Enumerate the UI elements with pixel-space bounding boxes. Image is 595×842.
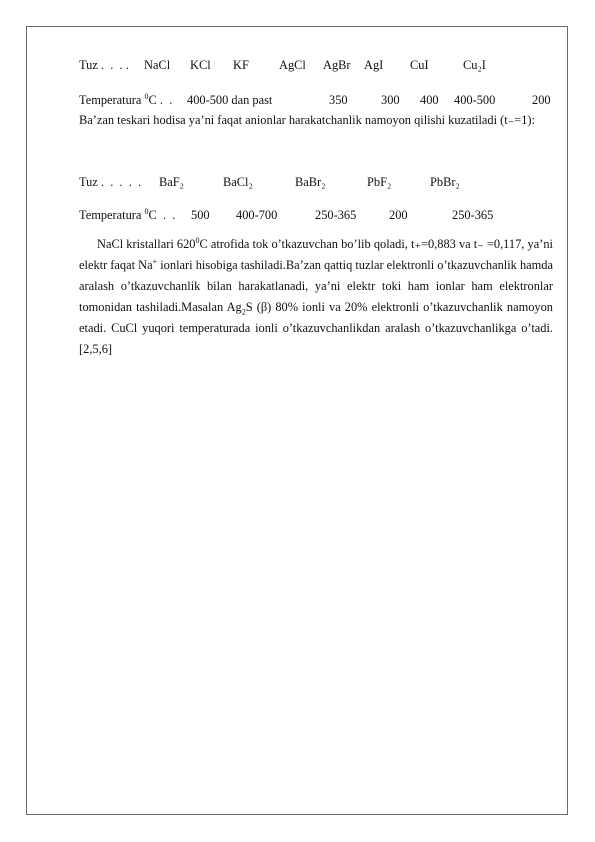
- temp-last: 200: [532, 93, 551, 107]
- temp-bacl2: 400-700: [236, 208, 278, 222]
- salt-babr2: BaBr₂: [295, 175, 326, 189]
- para2-part3: ionlari hisobiga tashiladi.Ba’zan qattiq tuzlar elektronli o’tkazuvchanlik hamda aralash o’tkazuvchanlik bilan harakatlanadi, ya’ni elektr toki ham ionlar ham elektronlar tomonidan tashiladi.Masalan Ag: [79, 258, 553, 314]
- para2-plus: +: [152, 256, 158, 266]
- temp-cu2i: 400-500: [454, 93, 496, 107]
- temperature2-label: Temperatura: [79, 208, 145, 222]
- salt-agbr: AgBr: [323, 58, 351, 72]
- temp-pbf2: 200: [389, 208, 408, 222]
- row-temperature-label: Temperatura $^0$C . .: [79, 91, 173, 107]
- salt2-label: Tuz: [79, 175, 98, 189]
- paragraph-nacl-conductivity: [79, 234, 553, 360]
- salt-kf: KF: [233, 58, 249, 72]
- temp-pbbr2: 250-365: [452, 208, 494, 222]
- salt-agcl: AgCl: [279, 58, 306, 72]
- salt-cu2i: Cu₂I: [463, 58, 486, 72]
- temp-baf2: 500: [191, 208, 210, 222]
- paragraph-anion-mobility: Ba’zan teskari hodisa ya’ni faqat anionlar harakatchanlik namoyon qilishi kuzatiladi (t₋=1):: [79, 113, 535, 127]
- para2-degree: 0: [195, 235, 200, 245]
- celsius-unit: C: [148, 93, 157, 107]
- row-salt2-label: Tuz . . . . .: [79, 175, 142, 189]
- temp-babr2: 250-365: [315, 208, 357, 222]
- temp-agbr: 350: [329, 93, 348, 107]
- row-temperature2-label: Temperatura $^0$C . .: [79, 206, 176, 222]
- salt-cui: CuI: [410, 58, 429, 72]
- salt-agi: AgI: [364, 58, 384, 72]
- temperature-label: Temperatura: [79, 93, 145, 107]
- para2-sub2: 2: [241, 307, 246, 317]
- salt-pbf2: PbF₂: [367, 175, 392, 189]
- salt-pbbr2: PbBr₂: [430, 175, 460, 189]
- para2-part2: C atrofida tok o’tkazuvchan bo’lib qoladi, t₊=0,883 va t₋ =0,117, ya’ni elektr faqat Na: [79, 237, 553, 272]
- para2-part1: NaCl kristallari 620: [97, 237, 196, 251]
- degree2-sign: 0: [144, 206, 149, 216]
- row-salt-label: Tuz . . . .: [79, 58, 129, 72]
- degree-sign: 0: [144, 91, 149, 101]
- celsius2-unit: C: [148, 208, 157, 222]
- temp-nacl: 400-500 dan past: [187, 93, 273, 107]
- salt-nacl: NaCl: [144, 58, 171, 72]
- page-border: [26, 26, 568, 815]
- temp-agi: 300: [381, 93, 400, 107]
- para2-part4: S (β) 80% ionli va 20% elektronli o’tkazuvchanlik namoyon etadi. CuCl yuqori temperaturada ionli o’tkazuvchanlikdan aralash o’tkazuvchanlikga o’tadi.[2,5,6]: [79, 300, 553, 356]
- salt-label: Tuz: [79, 58, 98, 72]
- salt-bacl2: BaCl₂: [223, 175, 253, 189]
- temp-cui: 400: [420, 93, 439, 107]
- salt-baf2: BaF₂: [159, 175, 184, 189]
- salt-kcl: KCl: [190, 58, 211, 72]
